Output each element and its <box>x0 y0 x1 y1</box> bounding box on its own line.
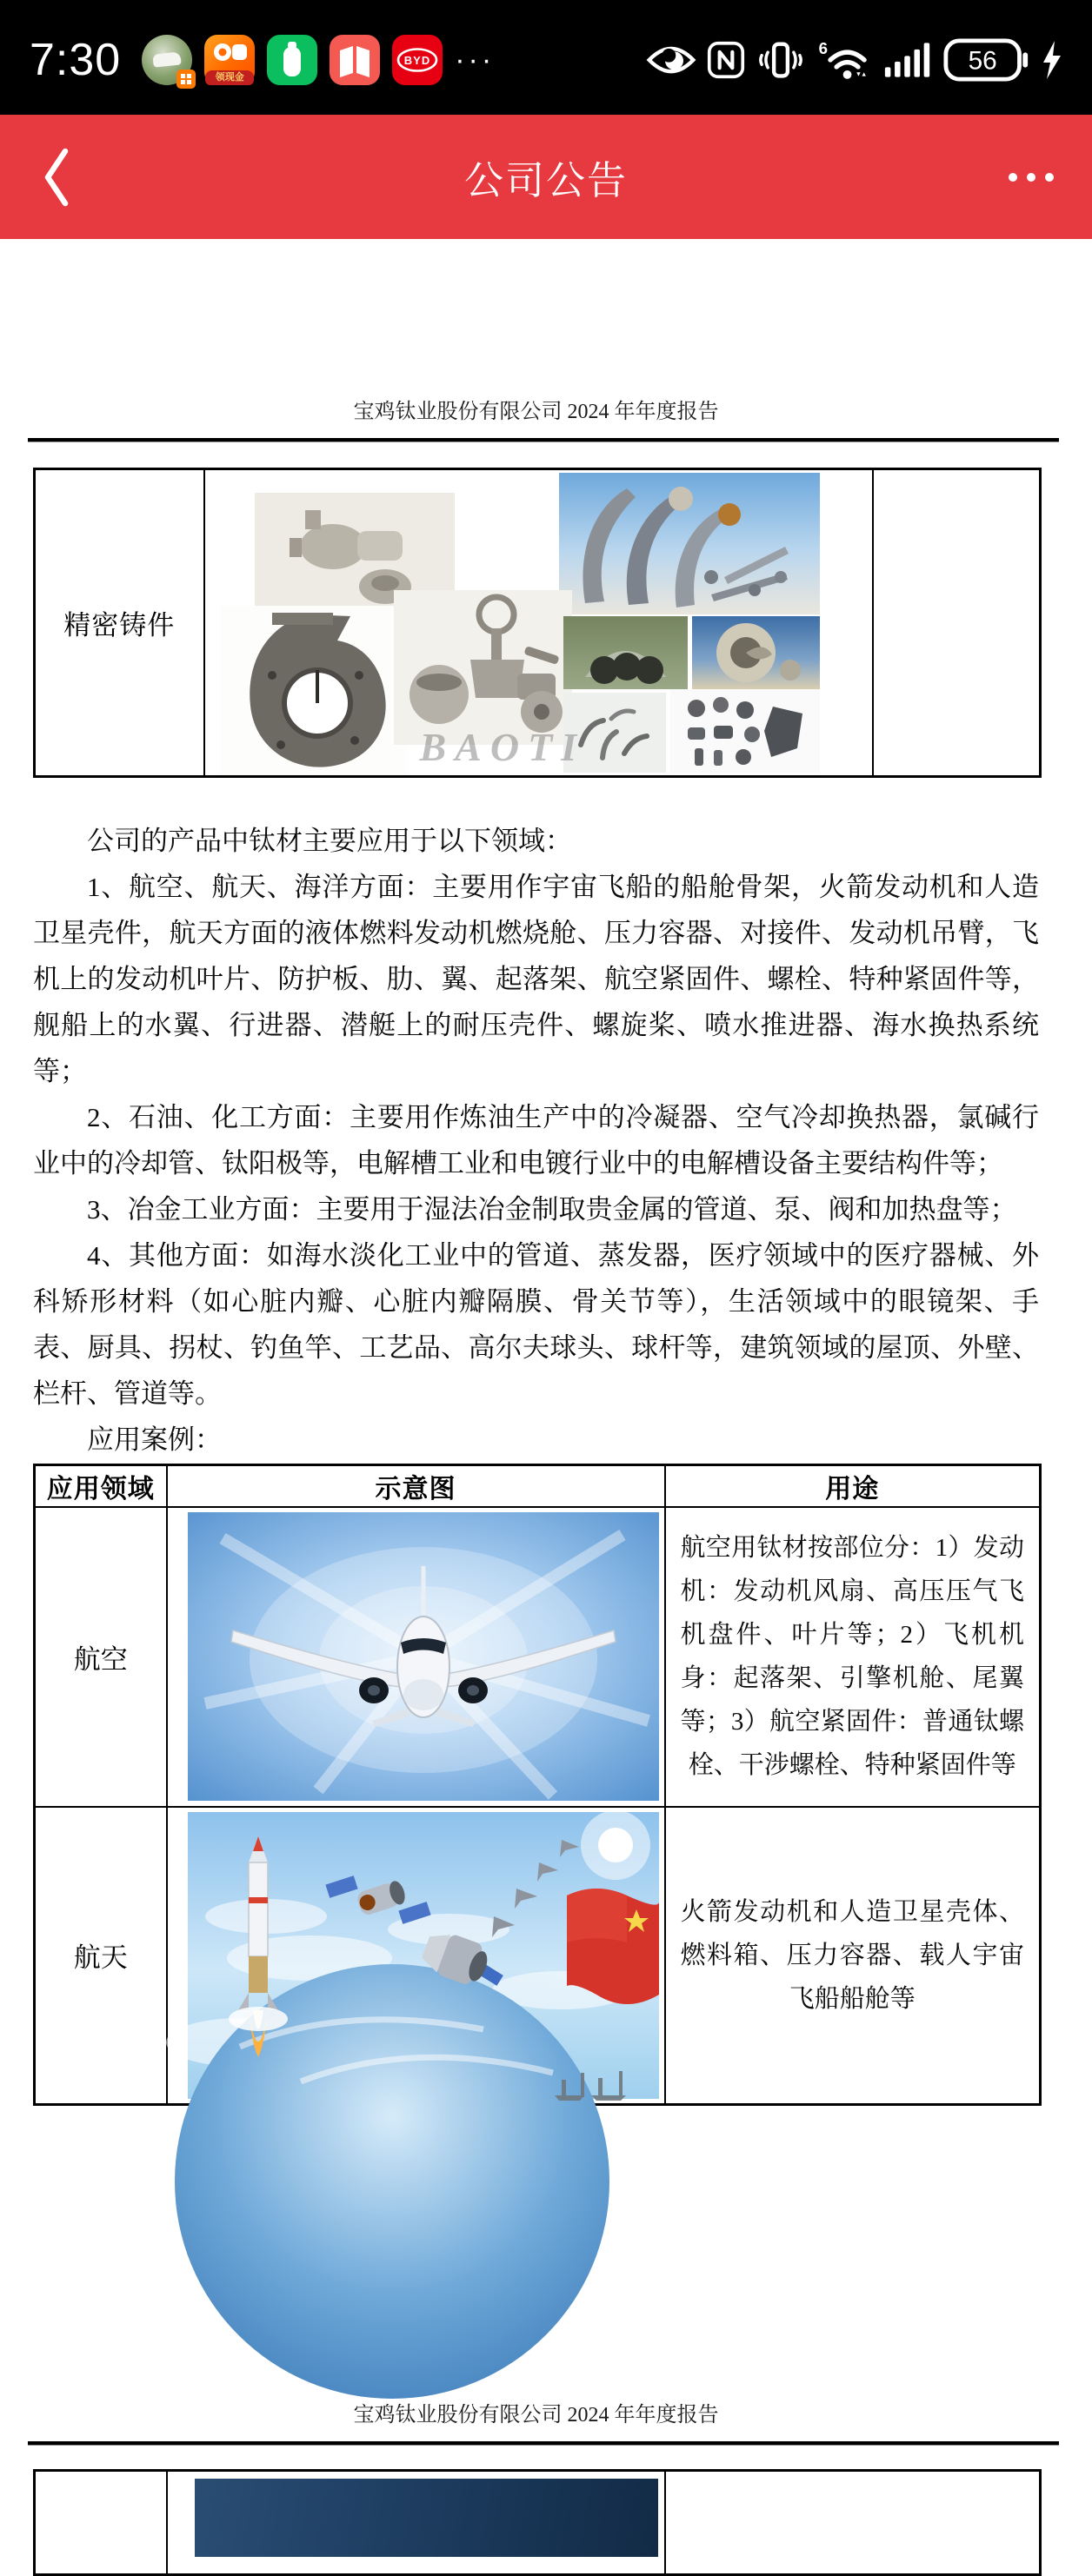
airplane-image <box>188 1512 659 1805</box>
titanium-valves-photo <box>394 590 572 745</box>
table-row-aviation <box>35 1507 1041 1807</box>
diagram-cell <box>167 2471 665 2575</box>
reader-app-icon <box>330 35 380 85</box>
status-left-group <box>30 34 495 86</box>
back-button[interactable] <box>38 144 78 210</box>
svg-text:6: 6 <box>818 38 829 57</box>
diagram-cell <box>167 1507 665 1807</box>
usage-cell <box>665 1507 1041 1807</box>
svg-text:56: 56 <box>968 46 997 76</box>
charging-bolt-icon <box>1042 39 1062 81</box>
manifold-casting-photo <box>563 616 688 689</box>
column-header-field: 应用领域 <box>35 1465 167 1507</box>
paragraph-aviation: 1、航空、航天、海洋方面：主要用作宇宙飞船的船舱骨架，火箭发动机和人造卫星壳件，航天方面的液体燃料发动机燃烧舱、压力容器、对接件、发动机吊臂，飞机上的发动机叶片、防护板、肋、翼、起落架、航空紧固件、螺栓、特种紧固件等，舰船上的水翼、行进器、潜艇上的耐压壳件、螺旋桨、喷水推进器、海水换热系统等； <box>33 872 1039 1086</box>
page-title: 公司公告 <box>463 158 628 202</box>
spaceflight-image <box>188 1812 659 2103</box>
more-notifications-icon: ··· <box>455 43 496 76</box>
marine-image-partial <box>195 2479 658 2557</box>
field-cell: 航空 <box>35 1507 167 1807</box>
green-app-icon <box>267 35 317 85</box>
header-rule <box>28 438 1059 442</box>
car-photo-thumb <box>153 51 182 67</box>
usage-text: 航空用钛材按部位分：1）发动机：发动机风扇、高压压气飞机盘件、叶片等；2）飞机机身：起落架、引擎机舱、尾翼等；3）航空紧固件：普通钛螺栓、干涉螺栓、特种紧固件等 <box>680 1534 1024 1779</box>
pdf-document-view[interactable] <box>0 394 1092 2576</box>
bottle-icon <box>267 35 317 85</box>
kuaishou-badge-icon <box>176 70 196 89</box>
table-row-partial <box>35 2471 1041 2575</box>
field-cell: 航天 <box>35 1807 167 2105</box>
notification-app-avatar <box>142 35 192 85</box>
field-cell <box>35 2471 167 2575</box>
intro-paragraph: 公司的产品中钛材主要应用于以下领域： <box>87 826 572 856</box>
paragraph-other: 4、其他方面：如海水淡化工业中的管道、蒸发器，医疗领域中的医疗器械、外科矫形材料（如心脏内瓣、心脏内瓣隔膜、骨关节等），生活领域中的眼镜架、手表、厨具、拐杖、钓鱼竿、工艺品、高尔夫球头、球杆等，建筑领域的屋顶、外壁、栏杆、管道等。 <box>33 1240 1039 1409</box>
castings-collage-image <box>205 470 872 775</box>
product-name-cell: 精密铸件 <box>35 469 204 777</box>
svg-text:BYD: BYD <box>403 54 431 67</box>
paragraph-metallurgy: 3、冶金工业方面：主要用于湿法冶金制取贵金属的管道、泵、阀和加热盘等； <box>87 1194 1017 1225</box>
wifi6-icon <box>816 37 872 83</box>
table-row-aerospace <box>35 1807 1041 2105</box>
battery-icon <box>943 37 1030 83</box>
small-parts-photo <box>670 689 820 773</box>
baoti-watermark: BAOTI <box>419 725 586 769</box>
report-page-header-next: 宝鸡钛业股份有限公司 2024 年年度报告 <box>353 2404 719 2427</box>
impeller-disc-photo <box>692 616 820 689</box>
signal-strength-icon <box>883 39 932 81</box>
eye-protection-icon <box>647 43 696 77</box>
kuaishou-banner: 领现金 <box>205 70 254 85</box>
next-page-table <box>33 2469 1042 2576</box>
status-right-group <box>647 37 1062 83</box>
byd-app-icon <box>392 35 443 85</box>
paragraph-petrochemical: 2、石油、化工方面：主要用作炼油生产中的冷凝器、空气冷却换热器，氯碱行业中的冷却管、钛阳极等，电解槽工业和电镀行业中的电解槽设备主要结构件等； <box>33 1102 1039 1178</box>
more-menu-button[interactable] <box>1009 173 1054 182</box>
table-header-row <box>35 1465 1041 1507</box>
application-table <box>33 1464 1042 2106</box>
column-header-usage: 用途 <box>665 1465 1041 1507</box>
nav-bar <box>0 115 1092 239</box>
status-bar <box>0 0 1092 115</box>
chevron-left-icon <box>38 144 73 210</box>
byd-logo-icon <box>392 35 443 85</box>
kuaishou-app-icon <box>204 35 255 85</box>
volute-casting-photo <box>220 606 407 775</box>
vibrate-icon <box>756 39 805 81</box>
empty-cell <box>873 469 1041 777</box>
product-table <box>33 468 1042 778</box>
report-page-header: 宝鸡钛业股份有限公司 2024 年年度报告 <box>353 401 719 423</box>
usage-cell <box>665 2471 1041 2575</box>
usage-cell <box>665 1807 1041 2105</box>
video-camera-icon <box>204 35 255 71</box>
cases-label: 应用案例： <box>87 1424 222 1455</box>
clock: 7:30 <box>30 35 122 85</box>
open-book-icon <box>330 35 380 85</box>
header-rule-next <box>28 2441 1059 2446</box>
column-header-diagram: 示意图 <box>167 1465 665 1507</box>
usage-text: 火箭发动机和人造卫星壳体、燃料箱、压力容器、载人宇宙飞船船舱等 <box>680 1897 1024 2013</box>
table-row <box>35 469 1041 777</box>
body-text <box>33 818 1039 1463</box>
medical-implants-photo <box>559 473 820 614</box>
product-images-cell <box>204 469 873 777</box>
nfc-icon <box>707 41 745 79</box>
diagram-cell <box>167 1807 665 2105</box>
